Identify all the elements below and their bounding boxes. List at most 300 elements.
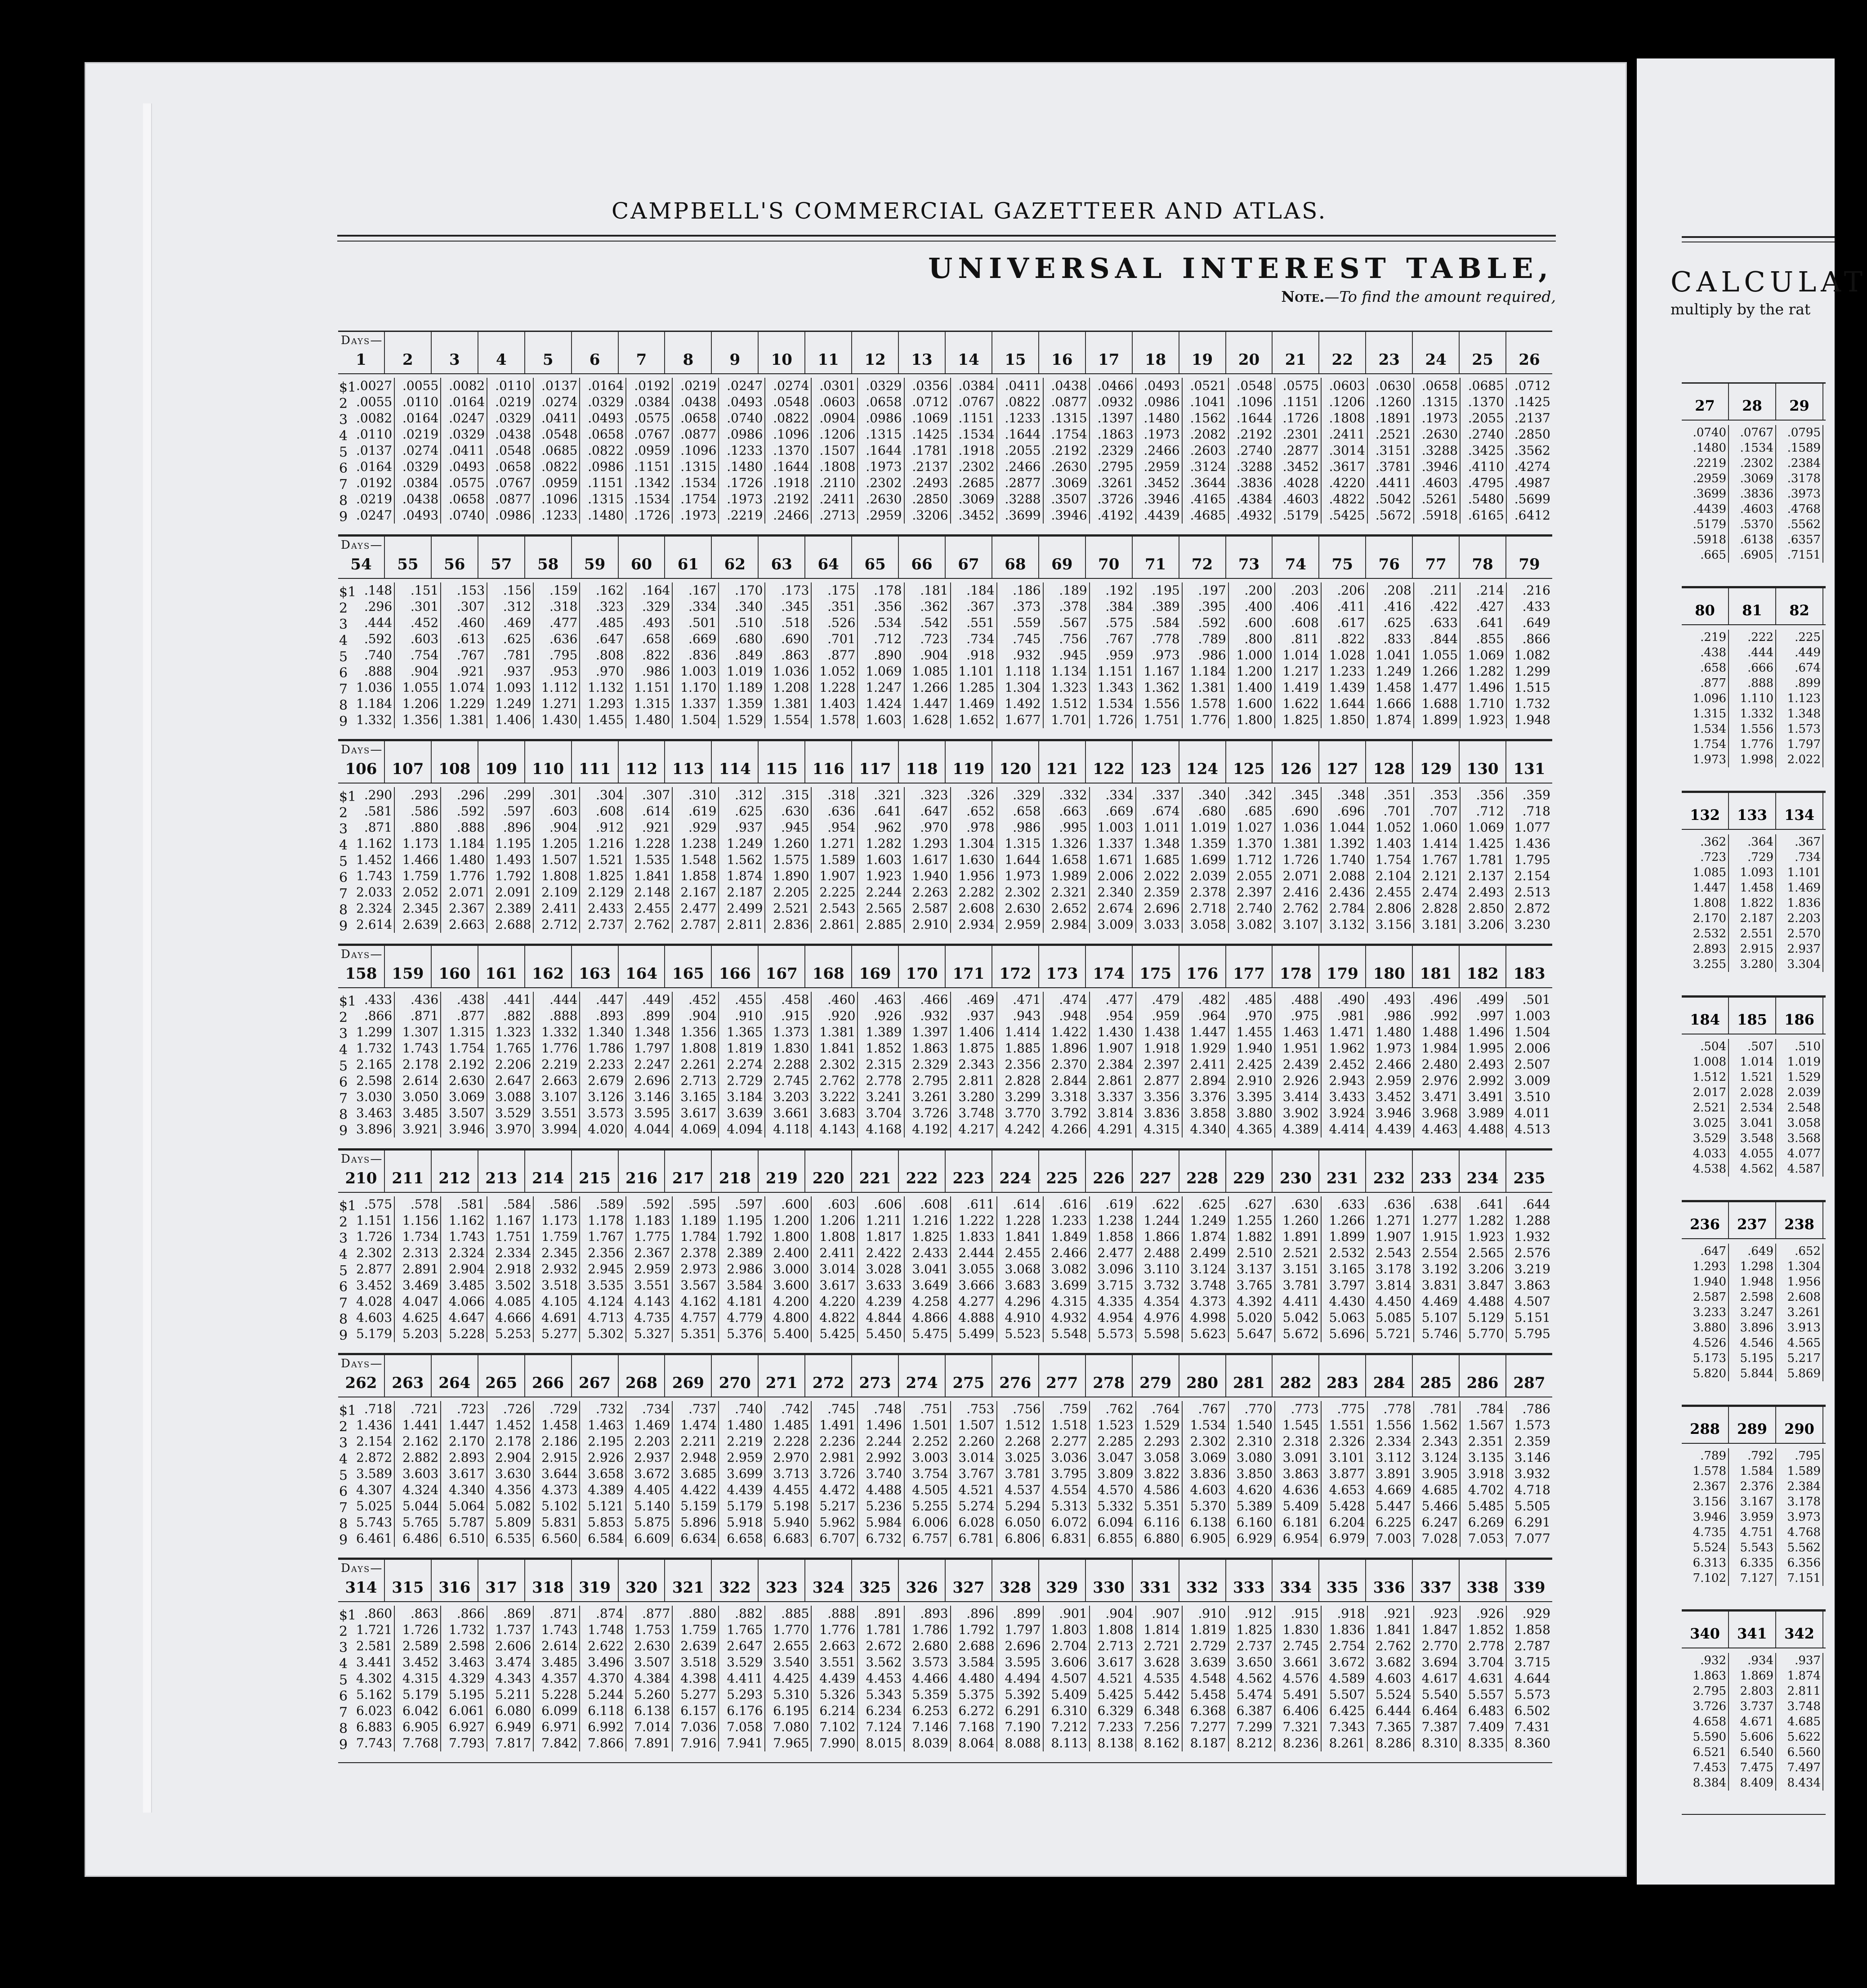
value-column <box>533 992 579 1137</box>
table-cell: .630 <box>781 804 809 819</box>
table-cell: 1.266 <box>1329 1213 1365 1228</box>
value-column <box>1729 425 1776 563</box>
table-cell: 4.453 <box>866 1671 902 1686</box>
table-cell: .332 <box>1059 788 1087 802</box>
table-cell: 1.118 <box>1005 664 1041 679</box>
table-cell: 1.562 <box>1421 1418 1458 1433</box>
table-cell: 2.918 <box>495 1262 532 1276</box>
table-cell: 5.844 <box>1740 1367 1773 1380</box>
table-cell: 2.397 <box>1236 885 1273 900</box>
table-cell: 4.644 <box>1514 1671 1550 1686</box>
table-cell: 1.858 <box>680 869 717 883</box>
table-cell: 1.589 <box>819 852 856 867</box>
table-cell: 2.778 <box>1468 1639 1504 1653</box>
table-cell: 1.028 <box>1329 648 1365 663</box>
table-cell: 6.461 <box>356 1531 393 1546</box>
table-cell: 1.535 <box>634 852 670 867</box>
table-cell: 1.759 <box>541 1229 578 1244</box>
table-cell: 1.184 <box>356 696 393 711</box>
days-header: 262 Days— <box>341 1357 383 1392</box>
table-cell: .751 <box>920 1401 948 1416</box>
table-cell: 2.565 <box>866 901 902 916</box>
table-cell: .296 <box>364 599 393 614</box>
days-header: 232 <box>1365 1151 1412 1192</box>
days-label: Days— <box>341 538 383 552</box>
table-cell: .1480 <box>1693 441 1726 455</box>
table-cell: 1.027 <box>1236 820 1273 835</box>
table-cell: 2.836 <box>773 917 809 932</box>
table-cell: 5.606 <box>1740 1730 1773 1744</box>
table-cell: 1.512 <box>1693 1070 1726 1084</box>
table-cell: 4.647 <box>449 1310 485 1325</box>
page-gutter <box>143 103 152 1813</box>
value-column <box>1460 1196 1506 1342</box>
table-cell: .2055 <box>1005 443 1041 458</box>
table-cell: 3.765 <box>1236 1278 1273 1293</box>
table-cell: 3.573 <box>588 1106 624 1120</box>
table-cell: .507 <box>1747 1040 1773 1053</box>
table-cell: 2.652 <box>1051 901 1087 916</box>
table-cell: 5.696 <box>1329 1326 1365 1341</box>
table-cell: .312 <box>503 599 532 614</box>
table-cell: 3.836 <box>1190 1466 1226 1481</box>
table-cell: .4795 <box>1468 475 1504 490</box>
table-cell: 2.422 <box>866 1245 902 1260</box>
value-column <box>950 992 996 1137</box>
table-cell: 2.480 <box>1421 1057 1458 1072</box>
table-cell: .1808 <box>819 459 856 474</box>
table-cell: .3425 <box>1468 443 1504 458</box>
table-cell: 1.167 <box>1143 664 1180 679</box>
table-block: 262 Days— 263 264 265 266 267 268 269 270 271 272 273 274 275 276 277 278 279 280 281 282 283 284 285 286 287 $1 2 3 4 5 6 7 8 9 .718 1.436 2.154 2.872 3.589 4.307 5.025 5.743 6.461 .721 1.441 2.162 2.882 3.603 4.324 5.044 5.765 6.486 .723 1.447 2.170 2.893 3.617 4.340 5.064 5.787 6.510 .726 1.452 2.178 2.904 3.630 4.356 5.082 5.809 6.535 .729 1.458 2.186 2.915 3.644 4.373 5.102 5.831 6.560 .732 1.463 2.195 2.926 3.658 4.389 5.121 5.853 6.584 .734 1.469 2.203 2.937 3.672 4.405 5.140 5.875 6.609 .737 1.474 2.211 2.948 3.685 4.422 5.159 5.896 6.634 .740 1.480 2.219 2.959 3.699 4.439 5.179 5.918 6.658 .742 1.485 2.228 2.970 3.713 4.455 5.198 5.940 6.683 .745 1.491 2.236 2.981 3.726 4.472 5.217 5.962 6.707 .748 1.496 2.244 2.992 3.740 4.488 5.236 5.984 6.732 .751 1.501 2.252 3.003 3.754 4.505 5.255 6.006 6.757 .753 1.507 2.260 3.014 3.767 4.521 5.274 6.028 6.781 .756 1.512 2.268 3.025 3.781 4.537 5.294 6.050 6.806 .759 1.518 2.277 3.036 3.795 4.554 5.313 6.072 6.831 .762 1.523 2.285 3.047 3.809 4.570 5.332 6.094 6.855 .764 1.529 2.293 3.058 3.822 4.586 5.351 6.116 6.880 .767 1.534 2.302 3.069 3.836 4.603 5.370 6.138 6.905 .770 1.540 2.310 3.080 3.850 4.620 5.389 6.160 6.929 .773 1.545 2.318 3.091 3.863 4.636 5.409 6.181 6.954 .775 1.551 2.326 3.101 3.877 4.653 5.428 6.204 6.979 .778 1.556 2.334 3.112 3.891 4.669 5.447 6.225 7.003 .781 1.562 2.343 3.124 3.905 4.685 5.466 6.247 7.028 .784 1.567 2.351 3.135 3.918 4.702 5.485 6.269 7.053 .786 1.573 2.359 3.146 3.932 4.718 5.505 6.291 7.077 <box>338 1354 1552 1558</box>
table-cell: 2.589 <box>402 1639 439 1653</box>
table-cell: .625 <box>503 631 532 646</box>
next-page-block <box>1682 996 1826 1201</box>
table-cell: .833 <box>1383 631 1411 646</box>
value-column <box>1367 582 1413 728</box>
table-cell: 3.726 <box>912 1106 948 1120</box>
table-cell: 4.439 <box>1375 1122 1411 1137</box>
table-cell: 6.356 <box>1787 1556 1821 1570</box>
table-cell: .904 <box>549 820 578 835</box>
table-cell: 3.847 <box>1468 1278 1504 1293</box>
table-cell: 5.765 <box>402 1515 439 1530</box>
table-cell: 2.510 <box>1236 1245 1273 1260</box>
table-cell: .866 <box>456 1606 485 1621</box>
table-cell: .4822 <box>1329 492 1365 506</box>
table-cell: 2.277 <box>1051 1434 1087 1449</box>
table-cell: .986 <box>1198 648 1226 663</box>
table-cell: .2877 <box>1282 443 1319 458</box>
table-cell: .1151 <box>958 411 995 425</box>
table-cell: 3.014 <box>958 1450 995 1465</box>
table-cell: 5.228 <box>541 1687 578 1702</box>
table-cell: 2.006 <box>1097 869 1134 883</box>
table-cell: .600 <box>781 1197 809 1212</box>
table-cell: 1.173 <box>402 836 439 851</box>
value-column <box>1367 1606 1413 1751</box>
next-page-note: multiply by the rat <box>1670 300 1811 318</box>
table-cell: .863 <box>781 648 809 663</box>
days-header: 285 <box>1412 1355 1459 1397</box>
table-cell: 2.959 <box>1375 1073 1411 1088</box>
table-cell: 2.614 <box>402 1073 439 1088</box>
value-column <box>440 378 487 524</box>
table-cell: .1151 <box>588 475 624 490</box>
table-cell: .745 <box>1013 631 1041 646</box>
table-cell: .1644 <box>1236 411 1273 425</box>
table-cell: .652 <box>966 804 995 819</box>
table-cell: 2.129 <box>588 885 624 900</box>
table-cell: 2.170 <box>1693 912 1726 925</box>
table-cell: .0164 <box>588 378 624 393</box>
days-header: 55 <box>384 537 431 578</box>
table-cell: 3.672 <box>1329 1655 1365 1670</box>
table-cell: 3.902 <box>1282 1106 1319 1120</box>
table-cell: 2.762 <box>819 1073 856 1088</box>
days-label: Days— <box>341 334 383 347</box>
table-cell: 7.212 <box>1051 1719 1087 1734</box>
table-cell: 7.321 <box>1282 1719 1319 1734</box>
table-cell: 1.575 <box>773 852 809 867</box>
table-cell: 2.672 <box>866 1639 902 1653</box>
days-header: 134 <box>1776 793 1823 829</box>
table-cell: 2.039 <box>1787 1086 1821 1099</box>
table-cell: 6.335 <box>1740 1556 1773 1570</box>
table-cell: .608 <box>595 804 624 819</box>
table-cell: 1.701 <box>1051 712 1087 727</box>
table-cell: 5.622 <box>1787 1730 1821 1744</box>
table-cell: .849 <box>735 648 763 663</box>
days-header-row <box>338 537 1552 579</box>
value-column <box>996 992 1043 1137</box>
table-cell: 2.598 <box>449 1639 485 1653</box>
table-cell: 8.088 <box>1005 1736 1041 1751</box>
table-cell: 1.389 <box>866 1025 902 1039</box>
table-cell: 1.271 <box>541 696 578 711</box>
days-header: 59 <box>571 537 618 578</box>
table-cell: 1.819 <box>727 1041 763 1056</box>
table-cell: .4439 <box>1143 508 1180 523</box>
days-header: 320 <box>618 1560 665 1601</box>
table-cell: 3.863 <box>1514 1278 1550 1293</box>
table-cell: 1.726 <box>1097 712 1134 727</box>
values-row <box>338 988 1552 1137</box>
table-cell: 8.286 <box>1375 1736 1411 1751</box>
table-cell: 3.921 <box>402 1122 439 1137</box>
table-cell: 4.671 <box>1740 1715 1773 1728</box>
table-cell: .0904 <box>819 411 856 425</box>
table-cell: .345 <box>781 599 809 614</box>
table-cell: 8.434 <box>1787 1776 1821 1790</box>
table-cell: .0575 <box>1282 378 1319 393</box>
table-cell: .592 <box>642 1197 670 1212</box>
table-cell: 2.071 <box>449 885 485 900</box>
table-cell: 4.143 <box>819 1122 856 1137</box>
table-cell: 1.189 <box>727 680 763 695</box>
value-column <box>857 1196 903 1342</box>
table-cell: 3.318 <box>1051 1089 1087 1104</box>
table-cell: 5.746 <box>1421 1326 1458 1341</box>
table-cell: 1.666 <box>1375 696 1411 711</box>
table-cell: 2.534 <box>1740 1101 1773 1115</box>
days-header: 275 <box>945 1355 992 1397</box>
table-cell: .734 <box>642 1401 670 1416</box>
value-column <box>1460 1401 1506 1547</box>
table-cell: 3.126 <box>588 1089 624 1104</box>
table-cell: .893 <box>595 1008 624 1023</box>
table-cell: 3.151 <box>1282 1262 1319 1276</box>
days-header: 186 <box>1776 998 1823 1034</box>
value-column <box>533 787 579 933</box>
table-cell: .0384 <box>402 475 439 490</box>
table-cell: 1.134 <box>1051 664 1087 679</box>
table-cell: .2850 <box>1514 427 1550 442</box>
table-cell: 2.052 <box>402 885 439 900</box>
table-cell: .307 <box>456 599 485 614</box>
table-cell: .1534 <box>680 475 717 490</box>
table-cell: .978 <box>966 820 995 835</box>
table-cell: 5.918 <box>727 1515 763 1530</box>
days-header: 75 <box>1318 537 1365 578</box>
table-cell: 2.433 <box>912 1245 948 1260</box>
table-cell: .1151 <box>1282 394 1319 409</box>
table-cell: 1.822 <box>1740 896 1773 910</box>
table-cell: .595 <box>688 1197 717 1212</box>
table-cell: 4.414 <box>1329 1122 1365 1137</box>
table-cell: 3.304 <box>1787 958 1821 971</box>
table-cell: 6.707 <box>819 1531 856 1546</box>
table-cell: .986 <box>1383 1008 1411 1023</box>
days-header: 116 <box>804 741 851 783</box>
days-header: 16 <box>1038 332 1085 373</box>
table-cell: 3.178 <box>1375 1262 1411 1276</box>
table-cell: 2.384 <box>1097 1057 1134 1072</box>
days-header-row <box>1682 1612 1826 1648</box>
table-cell: 3.055 <box>958 1262 995 1276</box>
days-header: 23 <box>1365 332 1412 373</box>
table-cell: 1.858 <box>1097 1229 1134 1244</box>
table-cell: 6.483 <box>1468 1703 1504 1718</box>
table-cell: 1.184 <box>449 836 485 851</box>
table-cell: .0548 <box>541 427 578 442</box>
table-cell: 5.211 <box>495 1687 532 1702</box>
table-cell: 4.466 <box>912 1671 948 1686</box>
table-cell: .1918 <box>773 475 809 490</box>
table-cell: 3.137 <box>1236 1262 1273 1276</box>
table-cell: 1.217 <box>1282 664 1319 679</box>
table-cell: 4.888 <box>958 1310 995 1325</box>
table-cell: 1.808 <box>819 1229 856 1244</box>
table-cell: 1.825 <box>1236 1622 1273 1637</box>
table-cell: 2.282 <box>958 885 995 900</box>
table-cell: .737 <box>688 1401 717 1416</box>
table-cell: 3.584 <box>958 1655 995 1670</box>
value-column <box>1089 1606 1135 1751</box>
table-cell: .669 <box>688 631 717 646</box>
table-cell: 2.233 <box>588 1057 624 1072</box>
table-cell: .526 <box>827 615 856 630</box>
days-header-row <box>338 946 1552 988</box>
table-cell: 4.340 <box>1190 1122 1226 1137</box>
table-cell: .1480 <box>588 508 624 523</box>
table-cell: 4.866 <box>912 1310 948 1325</box>
table-cell: 1.956 <box>1787 1275 1821 1289</box>
table-cell: 6.535 <box>495 1531 532 1546</box>
table-cell: 5.159 <box>680 1499 717 1513</box>
table-cell: 1.233 <box>1051 1213 1087 1228</box>
days-header-row <box>1682 588 1826 625</box>
table-cell: .225 <box>1795 631 1821 644</box>
value-column <box>1182 1606 1228 1751</box>
table-cell: 1.082 <box>1514 648 1550 663</box>
table-cell: 2.945 <box>588 1262 624 1276</box>
table-cell: 7.151 <box>1787 1572 1821 1585</box>
days-header: 276 <box>992 1355 1038 1397</box>
table-cell: 5.044 <box>402 1499 439 1513</box>
table-cell: .734 <box>1795 851 1821 864</box>
value-column <box>811 378 857 524</box>
table-cell: .606 <box>874 1197 902 1212</box>
table-cell: .901 <box>1059 1606 1087 1621</box>
table-cell: .4411 <box>1375 475 1411 490</box>
table-cell: .636 <box>549 631 578 646</box>
table-cell: 1.019 <box>1190 820 1226 835</box>
table-cell: 5.962 <box>819 1515 856 1530</box>
table-cell: .575 <box>1105 615 1134 630</box>
table-cell: 1.403 <box>1375 836 1411 851</box>
values-row <box>1682 1444 1826 1586</box>
table-cell: 1.069 <box>1468 820 1504 835</box>
table-cell: 4.822 <box>819 1310 856 1325</box>
table-cell: .964 <box>1198 1008 1226 1023</box>
table-cell: 2.321 <box>1051 885 1087 900</box>
table-cell: .485 <box>1244 992 1273 1007</box>
table-cell: 4.192 <box>912 1122 948 1137</box>
table-cell: 3.595 <box>634 1106 670 1120</box>
days-header: 60 <box>618 537 665 578</box>
table-cell: 2.915 <box>541 1450 578 1465</box>
table-cell: 3.932 <box>1514 1466 1550 1481</box>
table-cell: 2.904 <box>449 1262 485 1276</box>
table-cell: 5.809 <box>495 1515 532 1530</box>
table-cell: 2.378 <box>1190 885 1226 900</box>
table-cell: 3.959 <box>1740 1510 1773 1524</box>
table-cell: .211 <box>1429 583 1458 598</box>
table-cell: .603 <box>549 804 578 819</box>
table-cell: .348 <box>1337 788 1365 802</box>
table-cell: 1.156 <box>402 1213 439 1228</box>
days-header: 58 <box>524 537 571 578</box>
table-cell: .4274 <box>1514 459 1550 474</box>
table-cell: .5918 <box>1421 508 1458 523</box>
table-cell: 8.261 <box>1329 1736 1365 1751</box>
table-cell: .871 <box>364 820 393 835</box>
table-cell: .3644 <box>1190 475 1226 490</box>
table-cell: 5.647 <box>1236 1326 1273 1341</box>
table-cell: .762 <box>1105 1401 1134 1416</box>
table-cell: 4.625 <box>402 1310 439 1325</box>
table-cell: 2.565 <box>1468 1245 1504 1260</box>
table-cell: 6.368 <box>1190 1703 1226 1718</box>
table-cell: 4.494 <box>1005 1671 1041 1686</box>
table-cell: .304 <box>595 788 624 802</box>
table-cell: 2.647 <box>495 1073 532 1088</box>
table-cell: 1.603 <box>866 712 902 727</box>
table-cell: 5.557 <box>1468 1687 1504 1702</box>
table-cell: .0055 <box>356 394 393 409</box>
table-cell: 1.915 <box>1421 1229 1458 1244</box>
table-cell: 2.984 <box>1051 917 1087 932</box>
table-cell: 2.302 <box>1005 885 1041 900</box>
value-column <box>487 378 533 524</box>
table-cell: 1.424 <box>866 696 902 711</box>
table-cell: .3836 <box>1236 475 1273 490</box>
table-cell: .959 <box>1152 1008 1180 1023</box>
table-cell: .613 <box>456 631 485 646</box>
value-column <box>950 787 996 933</box>
table-cell: 1.775 <box>634 1229 670 1244</box>
table-cell: .1480 <box>1143 411 1180 425</box>
table-cell: 3.058 <box>1143 1450 1180 1465</box>
value-column <box>1228 1606 1274 1751</box>
values-row <box>338 1397 1552 1547</box>
table-cell: 1.652 <box>958 712 995 727</box>
table-cell: 1.052 <box>819 664 856 679</box>
table-cell: .460 <box>827 992 856 1007</box>
table-cell: .756 <box>1059 631 1087 646</box>
value-column <box>718 378 764 524</box>
table-cell: 2.885 <box>866 917 902 932</box>
table-cell: .0055 <box>402 378 439 393</box>
table-cell: 1.891 <box>1282 1229 1319 1244</box>
table-cell: 1.183 <box>634 1213 670 1228</box>
table-cell: .7151 <box>1787 548 1821 562</box>
table-cell: .3069 <box>1740 472 1773 485</box>
value-column <box>1089 992 1135 1137</box>
table-cell: 3.809 <box>1097 1466 1134 1481</box>
table-cell: .899 <box>1013 1606 1041 1621</box>
table-cell: 1.455 <box>1236 1025 1273 1039</box>
table-cell: .932 <box>1013 648 1041 663</box>
value-column <box>1043 1606 1089 1751</box>
table-cell: .0986 <box>588 459 624 474</box>
table-cell: 2.039 <box>1190 869 1226 883</box>
table-cell: 3.222 <box>819 1089 856 1104</box>
table-cell: 5.217 <box>1787 1352 1821 1365</box>
table-cell: .885 <box>781 1606 809 1621</box>
table-cell: .1808 <box>1329 411 1365 425</box>
table-cell: .469 <box>966 992 995 1007</box>
table-cell: 3.167 <box>1740 1495 1773 1509</box>
table-cell: .496 <box>1429 992 1458 1007</box>
table-cell: .395 <box>1198 599 1226 614</box>
table-cell: .603 <box>827 1197 856 1212</box>
value-column <box>1089 378 1135 524</box>
value-column <box>718 1401 764 1547</box>
table-cell: .5179 <box>1693 518 1726 531</box>
table-cell: 2.028 <box>1740 1086 1773 1099</box>
table-cell: .493 <box>642 615 670 630</box>
table-cell: .460 <box>456 615 485 630</box>
table-cell: .0822 <box>588 443 624 458</box>
table-cell: 3.661 <box>773 1106 809 1120</box>
value-column <box>487 1401 533 1547</box>
table-cell: 7.233 <box>1097 1719 1134 1734</box>
table-cell: 3.968 <box>1421 1106 1458 1120</box>
table-cell: .3288 <box>1421 443 1458 458</box>
table-cell: .501 <box>1522 992 1550 1007</box>
